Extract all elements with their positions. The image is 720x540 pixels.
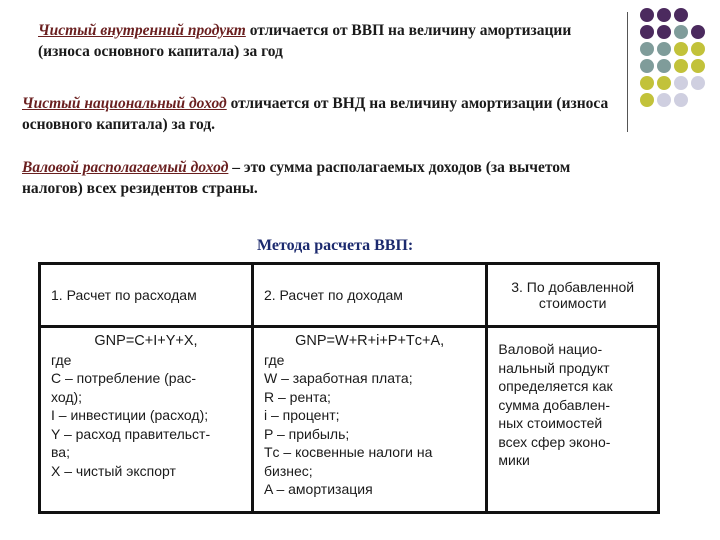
decorative-dot-grid bbox=[640, 8, 715, 123]
cell-line: мики bbox=[498, 452, 530, 468]
cell-value-added bbox=[487, 327, 659, 513]
decor-dot bbox=[657, 76, 671, 90]
decor-dot bbox=[640, 76, 654, 90]
decor-dot bbox=[691, 76, 705, 90]
cell-line: i – процент; bbox=[263, 407, 340, 423]
cell-line: P – прибыль; bbox=[263, 425, 350, 442]
cell-line: ных стоимостей bbox=[498, 415, 603, 431]
decor-dot bbox=[691, 25, 705, 39]
cell-line: где bbox=[263, 351, 285, 368]
paragraph-gross-disposable-income bbox=[22, 157, 612, 199]
decor-dot bbox=[640, 8, 654, 22]
paragraph-text: отличается от ВНД на величину амортизации (износа основного капитала) за год. bbox=[22, 95, 609, 133]
formula-income: GNP=W+R+i+P+Tс+A, bbox=[295, 333, 445, 349]
decor-dot bbox=[691, 42, 705, 56]
cell-expenditure bbox=[40, 327, 253, 513]
decor-dot bbox=[640, 93, 654, 107]
decor-dot bbox=[674, 42, 688, 56]
cell-line: Валовой нацио- bbox=[498, 341, 603, 357]
decor-dot bbox=[674, 76, 688, 90]
cell-income bbox=[252, 327, 486, 513]
paragraph-net-national-income bbox=[22, 93, 612, 135]
cell-line: R – рента; bbox=[263, 388, 331, 405]
cell-line: определяется как bbox=[498, 378, 613, 394]
paragraph-net-domestic-product bbox=[38, 20, 608, 62]
cell-line: всех сфер эконо- bbox=[498, 433, 611, 450]
table-body-row bbox=[40, 327, 659, 513]
cell-line: ва; bbox=[51, 444, 70, 460]
decor-dot bbox=[640, 59, 654, 73]
decor-dot bbox=[640, 25, 654, 39]
cell-line: сумма добавлен- bbox=[498, 396, 611, 413]
decor-dot bbox=[691, 59, 705, 73]
cell-line: бизнес; bbox=[263, 462, 313, 479]
cell-line: A – амортизация bbox=[263, 481, 373, 497]
cell-line: X – чистый экспорт bbox=[51, 462, 176, 479]
methods-title: Метода расчета ВВП: bbox=[257, 237, 414, 254]
cell-line: Y – расход правительст- bbox=[51, 425, 211, 442]
table-header-row bbox=[40, 264, 659, 327]
cell-line: I – инвестиции (расход); bbox=[51, 407, 209, 423]
cell-line: ход); bbox=[51, 388, 83, 405]
divider-line bbox=[627, 12, 628, 132]
decor-dot bbox=[657, 59, 671, 73]
term-net-domestic-product: Чистый внутренний продукт bbox=[38, 22, 246, 39]
cell-line: где bbox=[51, 351, 72, 368]
term-net-national-income: Чистый национальный доход bbox=[22, 95, 227, 112]
decor-dot bbox=[674, 25, 688, 39]
paragraph-text: отличается от ВВП на величину амортизации (износа основного капитала) за год bbox=[38, 22, 572, 60]
gnp-methods-table bbox=[38, 262, 660, 514]
decor-dot bbox=[657, 25, 671, 39]
term-gross-disposable-income: Валовой располагаемый доход bbox=[22, 159, 229, 176]
decor-dot bbox=[674, 59, 688, 73]
cell-line: Tс – косвенные налоги на bbox=[263, 444, 433, 460]
formula-expenditure: GNP=C+I+Y+X, bbox=[94, 333, 198, 349]
paragraph-text: – это сумма располагаемых доходов (за вычетом налогов) всех резидентов страны. bbox=[22, 159, 571, 197]
cell-line: W – заработная плата; bbox=[263, 370, 413, 386]
decor-dot bbox=[674, 8, 688, 22]
header-expenditure: 1. Расчет по расходам bbox=[40, 264, 253, 327]
decor-dot bbox=[657, 93, 671, 107]
decor-dot bbox=[657, 8, 671, 22]
cell-line: нальный продукт bbox=[498, 359, 610, 376]
cell-line: C – потребление (рас- bbox=[51, 370, 197, 386]
header-value-added: 3. По добавленной стоимости bbox=[487, 264, 659, 327]
decor-dot bbox=[674, 93, 688, 107]
header-income: 2. Расчет по доходам bbox=[252, 264, 486, 327]
decor-dot bbox=[640, 42, 654, 56]
decor-dot bbox=[657, 42, 671, 56]
